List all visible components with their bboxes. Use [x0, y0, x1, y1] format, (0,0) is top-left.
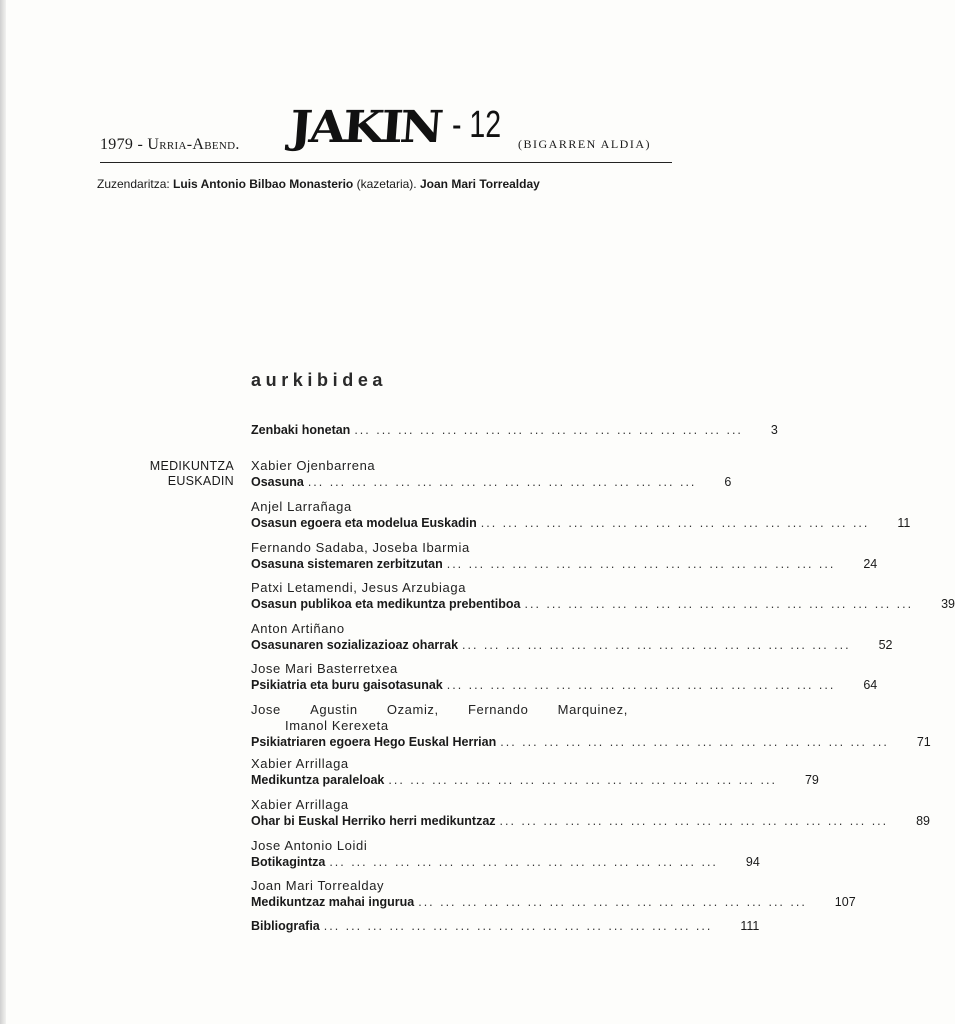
- entry-title: Osasuna: [251, 475, 304, 489]
- toc-entry: [251, 458, 732, 490]
- leader-dots: ... ... ... ... ... ... ... ... ... ... ... ... ... ... ... ... ... ...: [524, 597, 914, 611]
- leader-dots: ... ... ... ... ... ... ... ... ... ... ... ... ... ... ... ... ... ...: [354, 423, 743, 437]
- entry-title: Botikagintza: [251, 855, 326, 869]
- entry-title: Psikiatria eta buru gaisotasunak: [251, 678, 443, 692]
- page-number: 107: [834, 895, 856, 909]
- issue-date: 1979 - Urria-Abend.: [100, 136, 240, 153]
- entry-title: Bibliografia: [251, 919, 320, 933]
- toc-entry: [251, 878, 856, 910]
- editorial-line: [97, 177, 677, 191]
- section-label: MEDIKUNTZA EUSKADIN: [149, 459, 234, 488]
- entry-title: Osasun egoera eta modelua Euskadin: [251, 516, 477, 530]
- page-number: 89: [916, 814, 931, 828]
- page-number: 24: [863, 557, 878, 571]
- page-number: 111: [740, 919, 760, 933]
- toc-entry: [251, 797, 931, 829]
- editor-name: Joan Mari Torrealday: [419, 177, 540, 191]
- toc-entry: [251, 661, 878, 693]
- jakin-logo: JAKIN: [288, 102, 443, 153]
- page-number: 52: [878, 638, 893, 652]
- leader-dots: ... ... ... ... ... ... ... ... ... ... ... ... ... ... ... ... ... ...: [499, 814, 889, 828]
- entry-author: Jose Agustin Ozamiz, Fernando Marquinez, Imanol Kerexeta: [251, 702, 628, 733]
- entry-title: Osasuna sistemaren zerbitzutan: [251, 557, 443, 571]
- leader-dots: ... ... ... ... ... ... ... ... ... ... ... ... ... ... ... ... ... ...: [500, 735, 889, 749]
- toc-entry: [251, 702, 931, 750]
- toc-entry: [251, 499, 911, 531]
- issue-number: - 12: [452, 104, 502, 146]
- leader-dots: ... ... ... ... ... ... ... ... ... ... ... ... ... ... ... ... ... ...: [418, 895, 807, 909]
- leader-dots: ... ... ... ... ... ... ... ... ... ... ... ... ... ... ... ... ... ...: [462, 638, 851, 652]
- entry-title: Medikuntzaz mahai ingurua: [251, 895, 415, 909]
- page-edge: [0, 0, 6, 1024]
- entry-title: Psikiatriaren egoera Hego Euskal Herrian: [251, 735, 497, 749]
- toc-entry: [251, 540, 878, 572]
- page-number: 64: [863, 678, 878, 692]
- editors-label: Zuzendaritza:: [97, 177, 170, 191]
- entry-author: Jose Mari Basterretxea: [251, 661, 398, 676]
- toc-entry: [251, 918, 760, 934]
- toc-entry: [251, 580, 955, 612]
- page-number: 39: [941, 597, 955, 611]
- leader-dots: ... ... ... ... ... ... ... ... ... ... ... ... ... ... ... ... ... ...: [388, 773, 777, 787]
- entry-author: Xabier Arrillaga: [251, 756, 349, 771]
- leader-dots: ... ... ... ... ... ... ... ... ... ... ... ... ... ... ... ... ... ...: [480, 516, 870, 530]
- page-number: 11: [897, 516, 911, 530]
- entry-author: Xabier Arrillaga: [251, 797, 349, 812]
- leader-dots: ... ... ... ... ... ... ... ... ... ... ... ... ... ... ... ... ... ...: [329, 855, 718, 869]
- leader-dots: ... ... ... ... ... ... ... ... ... ... ... ... ... ... ... ... ... ...: [446, 678, 836, 692]
- entry-author: Jose Antonio Loidi: [251, 838, 368, 853]
- entry-author: Anjel Larrañaga: [251, 499, 352, 514]
- entry-title: Osasun publikoa eta medikuntza prebentiboa: [251, 597, 521, 611]
- toc-entry: [251, 756, 819, 788]
- entry-title: Medikuntza paraleloak: [251, 773, 385, 787]
- entry-author: Fernando Sadaba, Joseba Ibarmia: [251, 540, 470, 555]
- toc-title: aurkibidea: [251, 370, 388, 390]
- editor-name: Luis Antonio Bilbao Monasterio: [173, 177, 354, 191]
- leader-dots: ... ... ... ... ... ... ... ... ... ... ... ... ... ... ... ... ... ...: [446, 557, 836, 571]
- toc-entry: [251, 838, 760, 870]
- page-number: 79: [804, 773, 819, 787]
- entry-author: Patxi Letamendi, Jesus Arzubiaga: [251, 580, 467, 595]
- entry-title: Ohar bi Euskal Herriko herri medikuntzaz: [251, 814, 496, 828]
- entry-author: Anton Artiñano: [251, 621, 345, 636]
- masthead-rule: [100, 162, 672, 163]
- leader-dots: ... ... ... ... ... ... ... ... ... ... ... ... ... ... ... ... ... ...: [323, 919, 713, 933]
- entry-author: Xabier Ojenbarrena: [251, 458, 376, 473]
- entry-author: Joan Mari Torrealday: [251, 878, 385, 893]
- toc-entry: [251, 422, 778, 438]
- page-number: 3: [770, 423, 778, 437]
- page-number: 94: [745, 855, 760, 869]
- edition-label: (BIGARREN ALDIA): [518, 137, 651, 151]
- leader-dots: ... ... ... ... ... ... ... ... ... ... ... ... ... ... ... ... ... ...: [307, 475, 697, 489]
- toc-entry: [251, 621, 893, 653]
- entry-title: Zenbaki honetan: [251, 423, 351, 437]
- editor-role: (kazetaria).: [356, 177, 417, 191]
- page-number: 71: [916, 735, 931, 749]
- page-number: 6: [724, 475, 732, 489]
- masthead: [100, 100, 672, 162]
- entry-title: Osasunaren sozializazioaz oharrak: [251, 638, 459, 652]
